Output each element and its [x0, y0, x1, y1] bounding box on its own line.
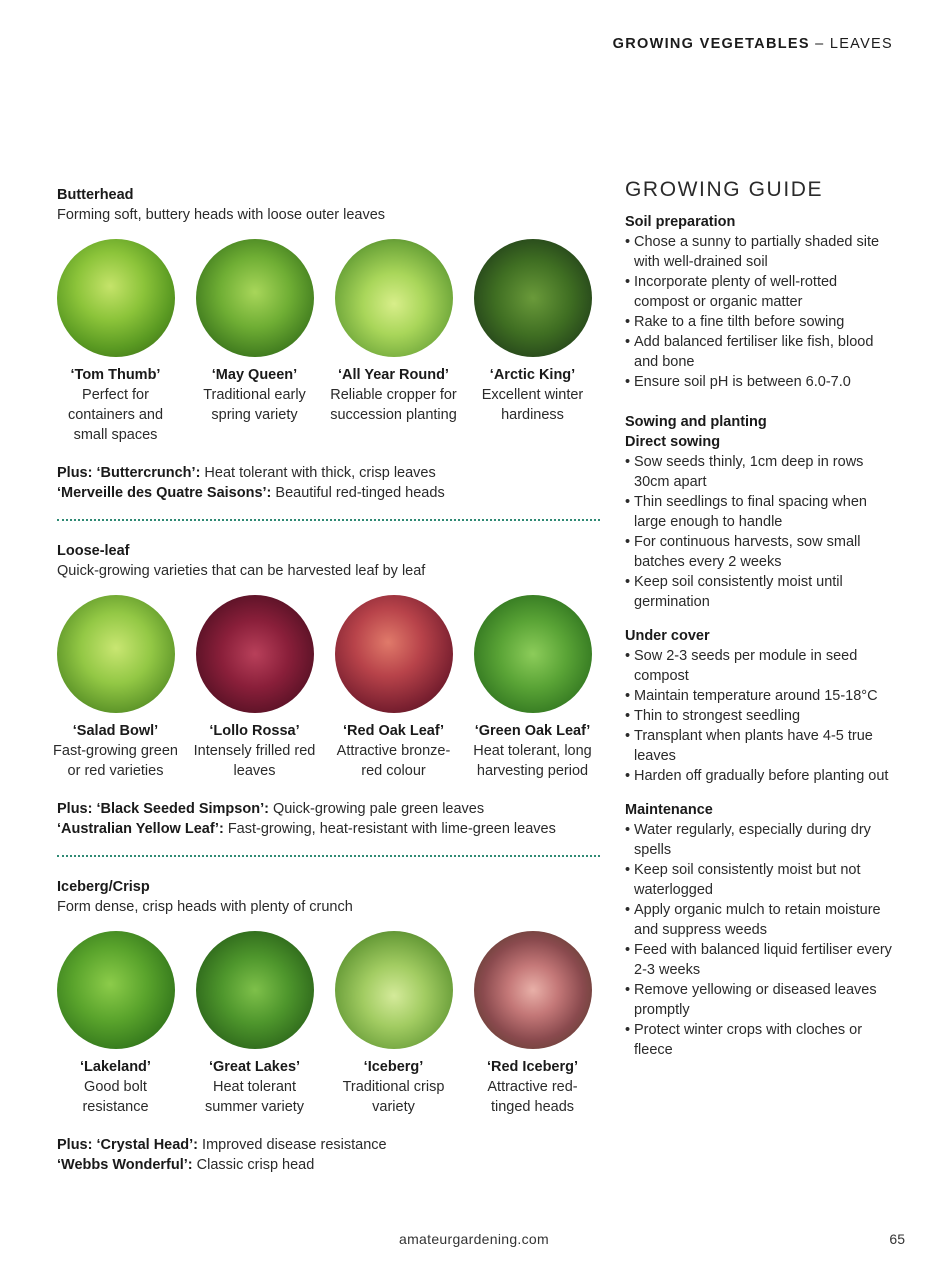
plus-line [57, 799, 602, 819]
list-item: • Sow 2-3 seeds per module in seed compost [625, 646, 895, 686]
plus-line [57, 819, 602, 839]
section-iceberg-crisp [57, 877, 602, 1175]
list-item: • Maintain temperature around 15-18°C [625, 686, 895, 706]
guide-soil [625, 212, 895, 392]
plus-varieties [57, 1135, 602, 1175]
lettuce-photo [335, 595, 453, 713]
plus-line [57, 463, 602, 483]
footer-url: amateurgardening.com [399, 1231, 549, 1247]
variety-name: ‘Red Iceberg’ [486, 1059, 579, 1075]
lettuce-photo [57, 931, 175, 1049]
guide-subheading: Direct sowing [625, 434, 721, 450]
lettuce-photo [474, 239, 592, 357]
plus-text: Improved disease resistance [198, 1137, 387, 1153]
guide-heading: Under cover [625, 628, 710, 644]
lettuce-photo [57, 595, 175, 713]
variety-name: ‘Tom Thumb’ [70, 367, 161, 383]
variety-description: Attractive red-tinged heads [487, 1079, 578, 1115]
guide-heading: Maintenance [625, 802, 713, 818]
plus-line [57, 483, 602, 503]
list-item: • Rake to a fine tilth before sowing [625, 312, 895, 332]
variety-description: Traditional early spring variety [203, 387, 306, 423]
list-item: • Sow seeds thinly, 1cm deep in rows 30cm apart [625, 452, 895, 492]
variety-card [324, 931, 463, 1117]
guide-list [625, 646, 895, 786]
section-loose-leaf [53, 541, 602, 839]
section-title: Butterhead [57, 187, 134, 203]
variety-name: ‘Lakeland’ [80, 1059, 151, 1075]
header-topic: LEAVES [829, 36, 893, 52]
plus-line [57, 1155, 602, 1175]
variety-description: Reliable cropper for succession planting [330, 387, 457, 423]
lettuce-photo [474, 931, 592, 1049]
variety-description: Good bolt resistance [82, 1079, 149, 1115]
list-item: • Water regularly, especially during dry spells [625, 820, 895, 860]
variety-name: ‘Great Lakes’ [208, 1059, 301, 1075]
variety-name: ‘All Year Round’ [338, 367, 449, 383]
plus-label: Plus: ‘Crystal Head’: [57, 1137, 199, 1153]
section-title: Loose-leaf [57, 543, 130, 559]
variety-card [185, 239, 324, 445]
list-item: • Thin to strongest seedling [625, 706, 895, 726]
variety-card [46, 595, 185, 781]
lettuce-photo [196, 239, 314, 357]
variety-description: Heat tolerant, long harvesting period [473, 743, 592, 779]
list-item: • Chose a sunny to partially shaded site with well-drained soil [625, 232, 895, 272]
guide-under-cover [625, 626, 895, 786]
section-butterhead [57, 185, 602, 503]
variety-name: ‘Green Oak Leaf’ [474, 723, 591, 739]
page-header [613, 36, 893, 52]
section-description: Forming soft, buttery heads with loose outer leaves [57, 207, 386, 223]
list-item: • Keep soil consistently moist but not waterlogged [625, 860, 895, 900]
list-item: • For continuous harvests, sow small batches every 2 weeks [625, 532, 895, 572]
guide-list [625, 452, 895, 612]
guide-list [625, 820, 895, 1060]
variety-name: ‘Arctic King’ [489, 367, 576, 383]
guide-list [625, 232, 895, 392]
header-section: GROWING VEGETABLES [612, 36, 810, 52]
plus-text: Classic crisp head [192, 1157, 315, 1173]
plus-label: Plus: ‘Buttercrunch’: [57, 465, 201, 481]
lettuce-photo [474, 595, 592, 713]
lettuce-types-column [53, 185, 602, 1175]
list-item: • Transplant when plants have 4-5 true leaves [625, 726, 895, 766]
lettuce-photo [57, 239, 175, 357]
guide-sowing [625, 412, 895, 612]
list-item: • Add balanced fertiliser like fish, blood and bone [625, 332, 895, 372]
plus-text: Beautiful red-tinged heads [271, 485, 445, 501]
variety-description: Heat tolerant summer variety [204, 1079, 305, 1115]
variety-card [46, 931, 185, 1117]
list-item: • Apply organic mulch to retain moisture and suppress weeds [625, 900, 895, 940]
section-divider [57, 855, 600, 857]
variety-card [324, 239, 463, 445]
variety-description: Excellent winter hardiness [481, 387, 584, 423]
variety-name: ‘Salad Bowl’ [72, 723, 159, 739]
variety-card [46, 239, 185, 445]
variety-row [57, 239, 602, 445]
lettuce-photo [335, 239, 453, 357]
list-item: • Keep soil consistently moist until germination [625, 572, 895, 612]
plus-label: ‘Webbs Wonderful’: [57, 1157, 193, 1173]
list-item: • Protect winter crops with cloches or fleece [625, 1020, 895, 1060]
guide-heading: Sowing and planting [625, 414, 767, 430]
plus-text: Fast-growing, heat-resistant with lime-green leaves [223, 821, 556, 837]
list-item: • Thin seedlings to final spacing when large enough to handle [625, 492, 895, 532]
variety-card [324, 595, 463, 781]
list-item: • Harden off gradually before planting out [625, 766, 895, 786]
variety-row [57, 931, 602, 1117]
variety-description: Attractive bronze-red colour [336, 743, 451, 779]
guide-maintenance [625, 800, 895, 1060]
section-description: Form dense, crisp heads with plenty of crunch [57, 899, 353, 915]
lettuce-photo [196, 595, 314, 713]
variety-name: ‘May Queen’ [211, 367, 298, 383]
page-number: 65 [889, 1231, 905, 1247]
plus-label: ‘Merveille des Quatre Saisons’: [57, 485, 272, 501]
list-item: • Ensure soil pH is between 6.0-7.0 [625, 372, 895, 392]
variety-card [463, 595, 602, 781]
variety-name: ‘Red Oak Leaf’ [343, 723, 444, 739]
lettuce-photo [196, 931, 314, 1049]
variety-description: Fast-growing green or red varieties [53, 743, 178, 779]
header-separator: – [809, 36, 830, 52]
variety-card [185, 595, 324, 781]
list-item: • Remove yellowing or diseased leaves promptly [625, 980, 895, 1020]
variety-card [463, 239, 602, 445]
list-item: • Feed with balanced liquid fertiliser every 2-3 weeks [625, 940, 895, 980]
guide-heading: Soil preparation [625, 214, 736, 230]
variety-description: Intensely frilled red leaves [193, 743, 316, 779]
section-description: Quick-growing varieties that can be harvested leaf by leaf [57, 563, 426, 579]
plus-label: Plus: ‘Black Seeded Simpson’: [57, 801, 269, 817]
variety-description: Traditional crisp variety [342, 1079, 445, 1115]
plus-label: ‘Australian Yellow Leaf’: [57, 821, 224, 837]
list-item: • Incorporate plenty of well-rotted compost or organic matter [625, 272, 895, 312]
plus-varieties [57, 799, 602, 839]
growing-guide [625, 178, 895, 1074]
section-title: Iceberg/Crisp [57, 879, 150, 895]
variety-row [53, 595, 602, 781]
variety-name: ‘Iceberg’ [363, 1059, 424, 1075]
variety-name: ‘Lollo Rossa’ [209, 723, 300, 739]
lettuce-photo [335, 931, 453, 1049]
variety-description: Perfect for containers and small spaces [67, 387, 164, 443]
plus-varieties [57, 463, 602, 503]
variety-card [185, 931, 324, 1117]
section-divider [57, 519, 600, 521]
variety-card [463, 931, 602, 1117]
plus-line [57, 1135, 602, 1155]
plus-text: Heat tolerant with thick, crisp leaves [200, 465, 436, 481]
guide-title: GROWING GUIDE [625, 178, 824, 201]
plus-text: Quick-growing pale green leaves [268, 801, 485, 817]
